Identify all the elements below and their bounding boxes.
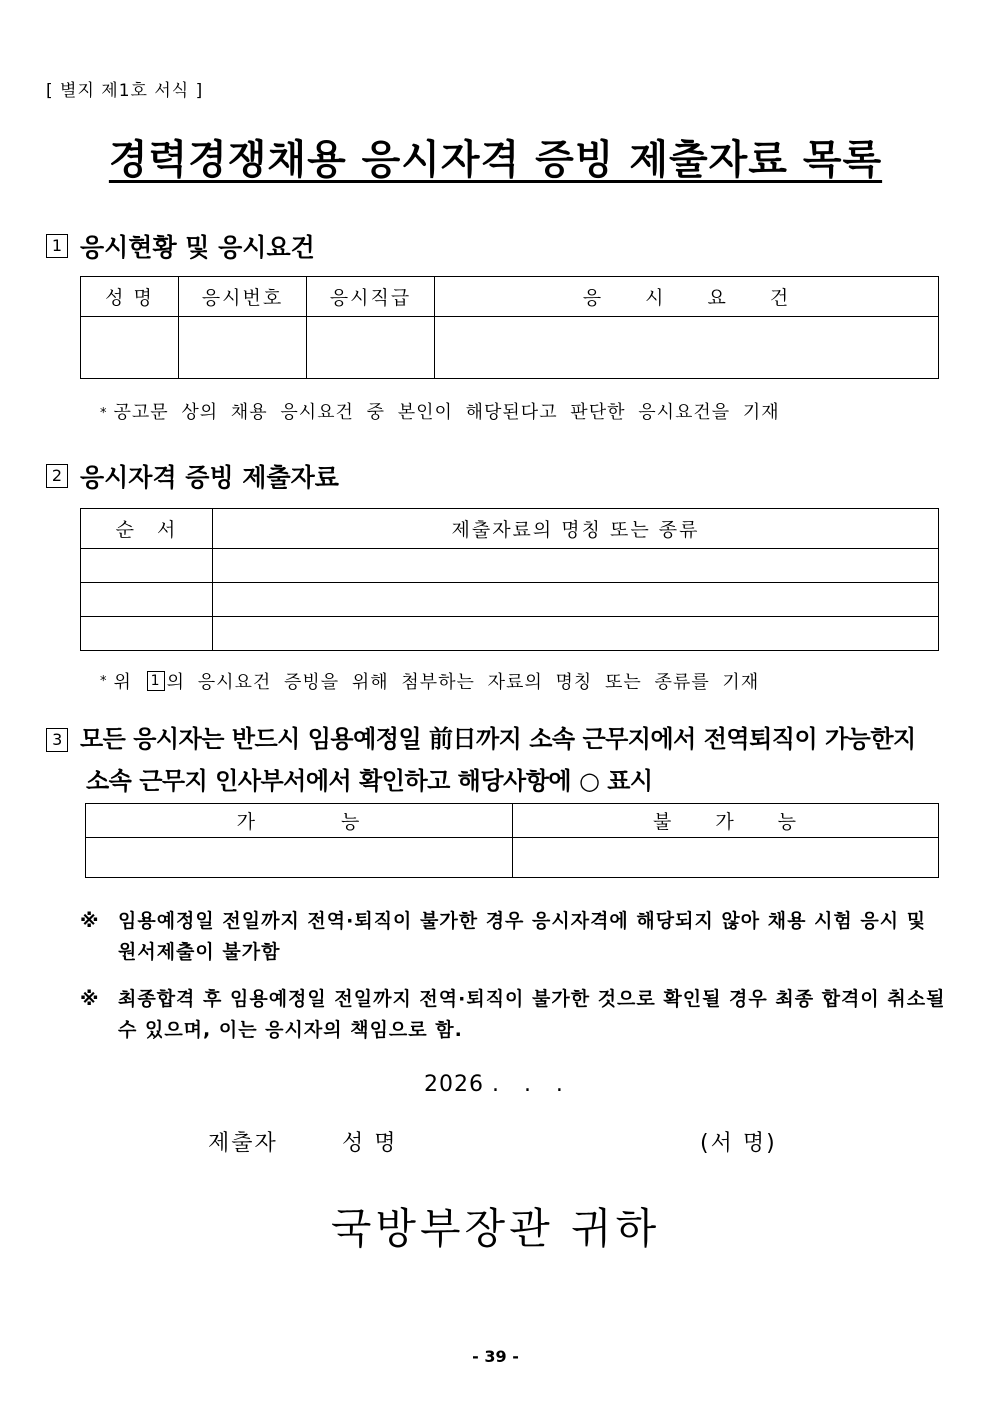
submitter-label: 제출자	[208, 1131, 278, 1156]
col-material-name: 제출자료의 명칭 또는 종류	[213, 509, 939, 549]
section2-title: 응시자격 증빙 제출자료	[80, 463, 339, 492]
possible-cell[interactable]	[86, 838, 513, 878]
section2-note: * 위 1 의 응시요건 증빙을 위해 첨부하는 자료의 명칭 또는 종류를 기재	[100, 672, 760, 693]
section1-note: * 공고문 상의 채용 응시요건 중 본인이 해당된다고 판단한 응시요건을 기재	[100, 402, 780, 423]
form-label: [ 별지 제1호 서식 ]	[46, 81, 204, 101]
section3-heading: 3 모든 응시자는 반드시 임용예정일 前日까지 소속 근무지에서 전역퇴직이 가능한지 소속 근무지 인사부서에서 확인하고 해당사항에 ○ 표시	[46, 718, 951, 802]
section1-title: 응시현황 및 응시요건	[80, 233, 315, 262]
caution-2: ※ 최종합격 후 임용예정일 전일까지 전역·퇴직이 불가한 것으로 확인될 경우 최종 합격이 취소될 수 있으며, 이는 응시자의 책임으로 함.	[80, 988, 946, 1041]
document-title: 경력경쟁채용 응시자격 증빙 제출자료 목록	[108, 137, 883, 183]
submitter-name-label: 성 명	[342, 1131, 398, 1156]
col-exam-number: 응시번호	[179, 277, 307, 317]
section2-heading	[46, 458, 339, 494]
impossible-cell[interactable]	[513, 838, 939, 878]
section2-table	[80, 508, 939, 651]
col-name: 성 명	[81, 277, 179, 317]
section1-number: 1	[46, 234, 68, 258]
page-number: - 39 -	[472, 1347, 519, 1366]
name-cell[interactable]	[81, 317, 179, 379]
col-exam-grade: 응시직급	[307, 277, 435, 317]
col-possible: 가 능	[86, 804, 513, 838]
col-requirements: 응 시 요 건	[435, 277, 939, 317]
col-order: 순 서	[81, 509, 213, 549]
signature-label: (서 명)	[700, 1131, 777, 1156]
table-row	[81, 617, 939, 651]
section3-table	[85, 803, 939, 878]
exam-number-cell[interactable]	[179, 317, 307, 379]
submission-date: 2026 . . .	[424, 1072, 564, 1097]
caution-1: ※ 임용예정일 전일까지 전역·퇴직이 불가한 경우 응시자격에 해당되지 않아 채용 시험 응시 및 원서제출이 불가함	[80, 910, 927, 963]
exam-grade-cell[interactable]	[307, 317, 435, 379]
col-impossible: 불 가 능	[513, 804, 939, 838]
section1-table	[80, 276, 939, 379]
addressee: 국방부장관 귀하	[330, 1204, 661, 1253]
section1-heading	[46, 228, 315, 264]
table-row	[81, 583, 939, 617]
table-row	[81, 549, 939, 583]
section3-number: 3	[46, 728, 68, 752]
section2-number: 2	[46, 464, 68, 488]
requirements-cell[interactable]	[435, 317, 939, 379]
